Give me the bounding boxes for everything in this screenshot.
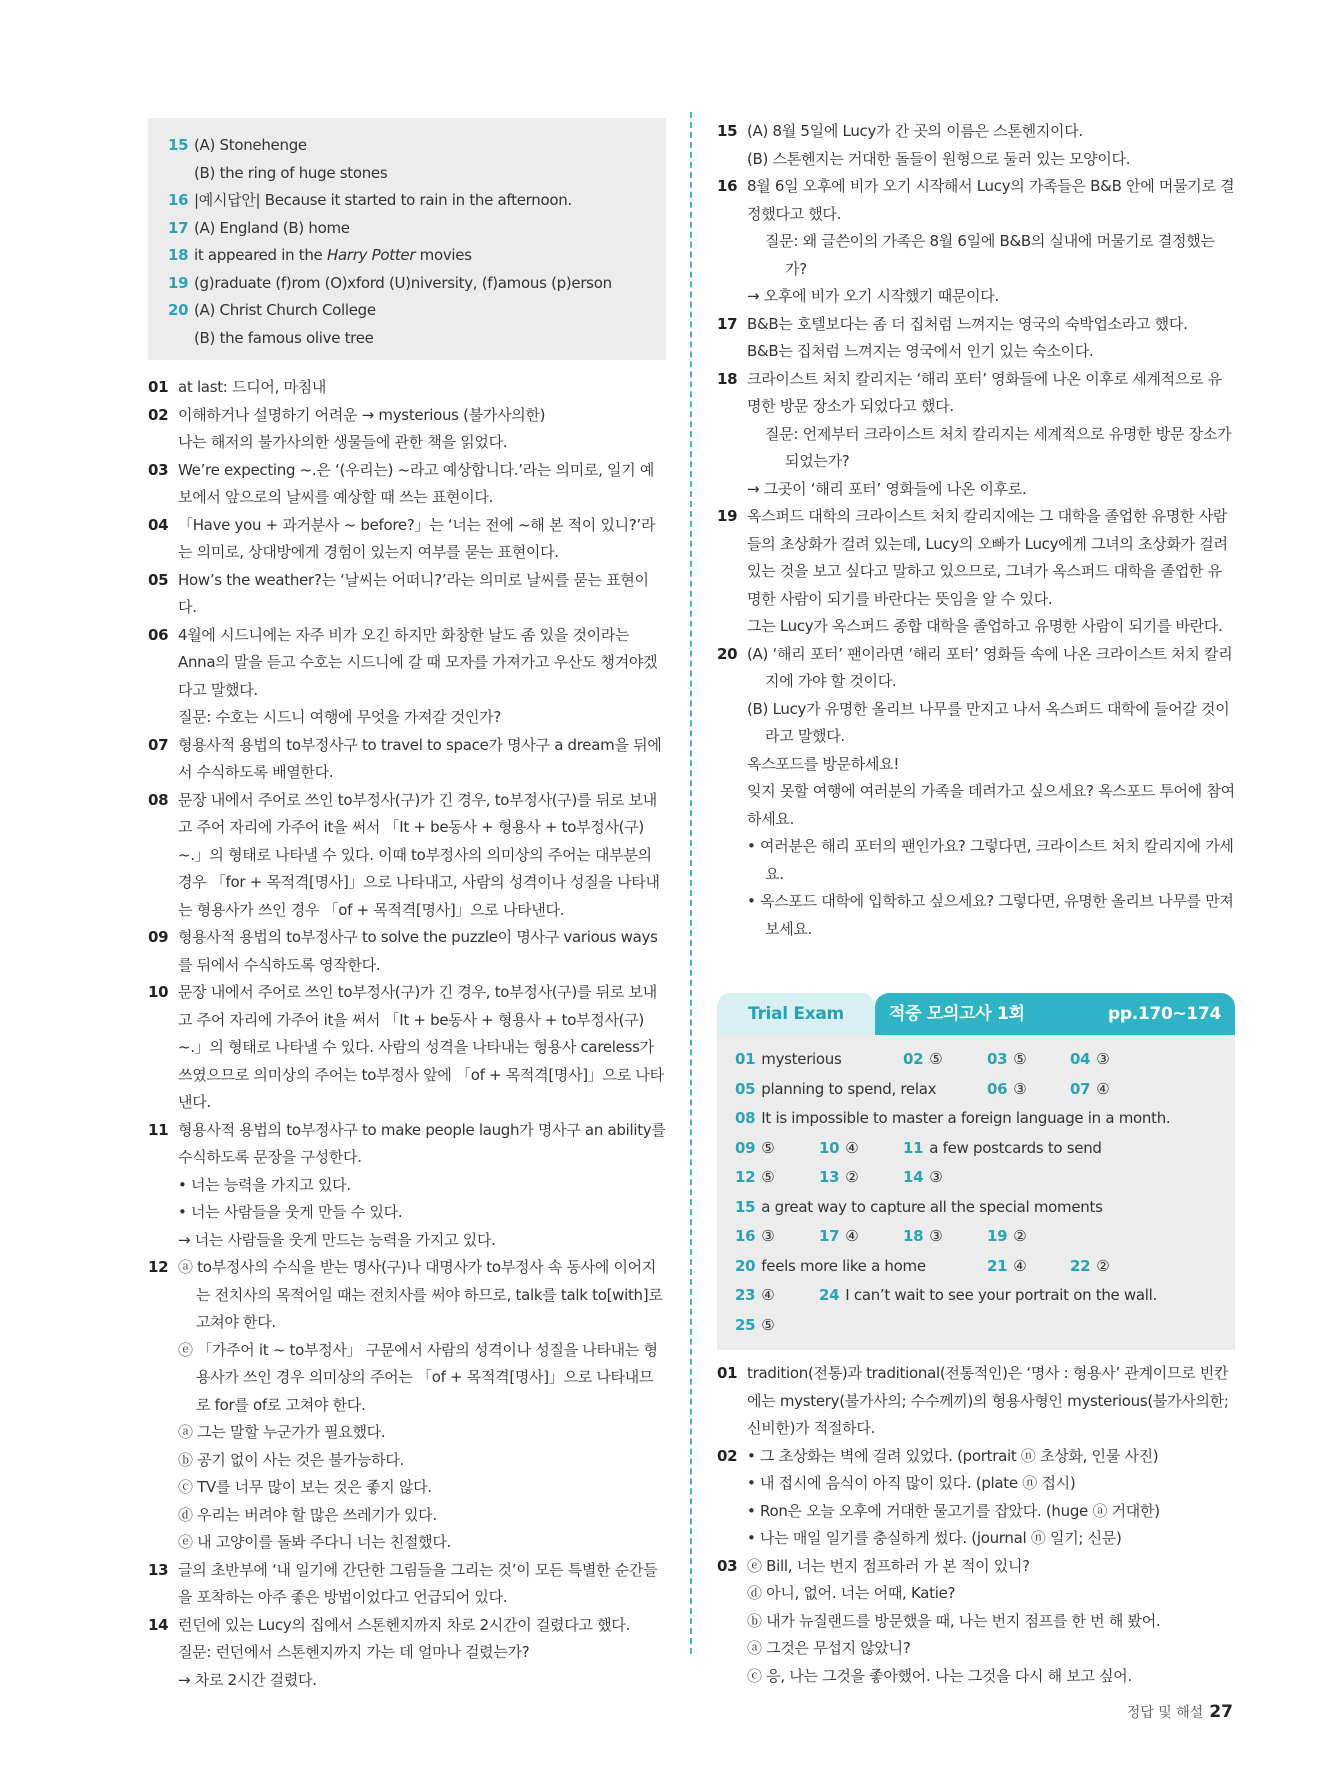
- trial-answer-number: 01: [735, 1050, 756, 1068]
- item-line: 4월에 시드니에는 자주 비가 오긴 하지만 화창한 날도 좀 있을 것이라는 Anna의 말을 듣고 수호는 시드니에 갈 때 모자를 가져가고 우산도 챙겨야겠다고 말했다.: [178, 625, 658, 699]
- item-number: 17: [717, 314, 738, 333]
- item-line: ⓐ 그것은 무섭지 않았니?: [747, 1639, 911, 1657]
- explanation-item: [148, 622, 666, 732]
- trial-answer: [735, 1104, 1170, 1134]
- item-line: We’re expecting ~.은 ‘(우리는) ~라고 예상합니다.’라는 의미로, 일기 예보에서 앞으로의 날씨를 예상할 때 쓰는 표현이다.: [178, 460, 655, 506]
- trial-answer-text: ④: [1096, 1079, 1110, 1098]
- explanation-item: [148, 402, 666, 457]
- explanation-item: [717, 173, 1235, 311]
- item-number: 11: [148, 1120, 169, 1139]
- trial-answer-row: [735, 1045, 1221, 1075]
- trial-answer: [735, 1134, 774, 1164]
- trial-answer-text: ③: [929, 1168, 943, 1186]
- trial-answer: [735, 1193, 1103, 1223]
- trial-answer-number: 22: [1070, 1256, 1091, 1275]
- trial-answer-number: 09: [735, 1138, 756, 1157]
- item-body: [178, 1117, 666, 1255]
- trial-answer-number: 08: [735, 1109, 756, 1127]
- trial-answer-text: ⑤: [761, 1138, 775, 1157]
- trial-exam-title: 적중 모의고사 1회: [889, 1004, 1025, 1024]
- answer-line: [168, 242, 646, 270]
- trial-answer-number: 19: [987, 1227, 1008, 1245]
- item-line: ⓔ Bill, 너는 번지 점프하러 가 본 적이 있니?: [747, 1556, 1030, 1575]
- item-line: → 차로 2시간 걸렸다.: [178, 1670, 317, 1689]
- trial-answer-text: planning to spend, relax: [761, 1079, 937, 1098]
- item-line: → 오후에 비가 오기 시작했기 때문이다.: [747, 287, 999, 305]
- item-line: 문장 내에서 주어로 쓰인 to부정사(구)가 긴 경우, to부정사(구)를 뒤로 보내고 주어 자리에 가주어 it을 써서 「It + be동사 + 형용사 + to부정사(구) ~.」의 형태로 나타낼 수 있다. 사람의 성격을 나타내는 형용사 careless가 쓰였으므로 의미상의 주어는 to부정사 앞에 「of + 목적격[명사]」으로 나타낸다.: [178, 983, 664, 1111]
- answer-text: (A) Christ Church College: [194, 301, 376, 319]
- item-body: [178, 402, 666, 457]
- trial-answer-row: [735, 1311, 1221, 1341]
- page-footer: [1127, 1702, 1233, 1722]
- item-line: 나는 해저의 불가사의한 생물들에 관한 책을 읽었다.: [178, 433, 508, 451]
- trial-answer-number: 04: [1070, 1050, 1091, 1068]
- item-body: [747, 503, 1235, 641]
- explanation-item: [148, 567, 666, 622]
- item-line: → 그곳이 ‘해리 포터’ 영화들에 나온 이후로.: [747, 479, 1027, 498]
- trial-answer-number: 16: [735, 1227, 756, 1245]
- item-number: 03: [717, 1556, 738, 1575]
- trial-answer: [987, 1222, 1026, 1252]
- page-number: 27: [1209, 1702, 1233, 1722]
- item-number: 16: [717, 177, 738, 195]
- item-number: 04: [148, 515, 169, 534]
- item-line: at last: 드디어, 마침내: [178, 378, 327, 396]
- trial-answer-number: 03: [987, 1050, 1008, 1068]
- explanation-item: [148, 1254, 666, 1557]
- trial-answer-number: 24: [819, 1286, 840, 1304]
- item-number: 03: [148, 460, 169, 479]
- trial-answer-text: ③: [1096, 1050, 1110, 1068]
- item-body: [178, 979, 666, 1117]
- trial-explanations: [717, 1360, 1235, 1690]
- item-body: [747, 1553, 1235, 1691]
- item-number: 07: [148, 735, 169, 754]
- item-number: 19: [717, 507, 738, 525]
- answer-text: (A) England (B) home: [194, 218, 350, 237]
- item-line: • 내 접시에 음식이 아직 많이 있다. (plate ⓝ 접시): [747, 1474, 1076, 1492]
- item-line: 이해하거나 설명하기 어려운 → mysterious (불가사의한): [178, 405, 546, 424]
- trial-answer-text: ②: [1013, 1227, 1027, 1245]
- trial-answer-number: 12: [735, 1168, 756, 1186]
- item-number: 20: [717, 644, 738, 663]
- column-divider: [690, 112, 692, 1654]
- trial-answer: [903, 1163, 942, 1193]
- explanation-item: [717, 1443, 1235, 1553]
- item-line: • 옥스포드 대학에 입학하고 싶으세요? 그렇다면, 유명한 올리브 나무를 만져 보세요.: [747, 892, 1234, 938]
- item-line: ⓔ 내 고양이를 돌봐 주다니 너는 친절했다.: [178, 1533, 452, 1551]
- trial-answer-text: ⑤: [1013, 1050, 1027, 1068]
- trial-answer-text: ④: [761, 1286, 775, 1304]
- right-explanations: [717, 118, 1235, 943]
- item-body: [747, 366, 1235, 504]
- explanation-item: [148, 924, 666, 979]
- item-line: 글의 초반부에 ‘내 일기에 간단한 그림들을 그리는 것’이 모든 특별한 순간들을 포착하는 아주 좋은 방법이었다고 언급되어 있다.: [178, 1560, 658, 1606]
- trial-answer: [903, 1134, 1102, 1164]
- item-body: [178, 512, 666, 567]
- explanation-item: [717, 1360, 1235, 1443]
- trial-exam-box: [717, 993, 1235, 1350]
- item-line: 질문: 언제부터 크라이스트 처치 칼리지는 세계적으로 유명한 방문 장소가 되었는가?: [765, 424, 1232, 470]
- answer-number: 18: [168, 246, 189, 264]
- trial-answer-text: ③: [929, 1227, 943, 1245]
- item-line: 「Have you + 과거분사 ~ before?」는 ‘너는 전에 ~해 본 적이 있니?’라는 의미로, 상대방에게 경험이 있는지 여부를 묻는 표현이다.: [178, 515, 656, 561]
- item-number: 10: [148, 983, 169, 1001]
- item-line: 그는 Lucy가 옥스퍼드 종합 대학을 졸업하고 유명한 사람이 되기를 바란다.: [747, 617, 1223, 635]
- item-line: • 너는 능력을 가지고 있다.: [178, 1175, 351, 1194]
- trial-answer-number: 06: [987, 1079, 1008, 1098]
- trial-exam-title-bar: [875, 993, 1235, 1035]
- item-number: 05: [148, 570, 169, 589]
- trial-answer: [1070, 1045, 1109, 1075]
- trial-answer: [903, 1222, 942, 1252]
- trial-answer-text: ②: [845, 1168, 859, 1186]
- item-body: [178, 374, 666, 402]
- trial-answer-text: ④: [845, 1227, 859, 1245]
- item-line: 8월 6일 오후에 비가 오기 시작해서 Lucy의 가족들은 B&B 안에 머물기로 결정했다고 했다.: [747, 177, 1235, 223]
- item-body: [178, 622, 666, 732]
- item-line: ⓒ TV를 너무 많이 보는 것은 좋지 않다.: [178, 1478, 432, 1496]
- item-line: → 너는 사람들을 웃게 만드는 능력을 가지고 있다.: [178, 1230, 496, 1249]
- item-number: 14: [148, 1615, 169, 1634]
- trial-exam-answers: [717, 1035, 1235, 1350]
- item-line: 옥스퍼드 대학의 크라이스트 처치 칼리지에는 그 대학을 졸업한 유명한 사람들의 초상화가 걸려 있는데, Lucy의 오빠가 Lucy에게 그녀의 초상화가 걸려 있는 것을 보고 싶다고 말하고 있으므로, 그녀가 옥스퍼드 대학을 졸업한 유명한 사람이 되기를 바란다는 뜻임을 알 수 있다.: [747, 507, 1228, 608]
- explanation-item: [148, 457, 666, 512]
- trial-answer: [987, 1252, 1026, 1282]
- trial-exam-tab: Trial Exam: [717, 993, 875, 1035]
- trial-answer-text: ②: [1096, 1256, 1110, 1275]
- left-explanations: [148, 374, 666, 1694]
- explanation-item: [148, 512, 666, 567]
- trial-answer: [819, 1134, 858, 1164]
- trial-answer-number: 20: [735, 1256, 756, 1275]
- item-line: 형용사적 용법의 to부정사구 to travel to space가 명사구 a dream을 뒤에서 수식하도록 배열한다.: [178, 735, 662, 781]
- explanation-item: [148, 1117, 666, 1255]
- item-body: [747, 1360, 1235, 1443]
- trial-answer: [735, 1045, 842, 1075]
- answer-text: it appeared in the Harry Potter movies: [194, 246, 472, 264]
- explanation-item: [717, 366, 1235, 504]
- trial-answer-text: ⑤: [761, 1168, 775, 1186]
- trial-answer-text: a great way to capture all the special moments: [761, 1197, 1103, 1216]
- left-column: [148, 118, 666, 1694]
- item-line: • 너는 사람들을 웃게 만들 수 있다.: [178, 1203, 403, 1221]
- trial-answer-number: 02: [903, 1050, 924, 1068]
- item-line: B&B는 집처럼 느껴지는 영국에서 인기 있는 숙소이다.: [747, 342, 1094, 360]
- item-line: 질문: 수호는 시드니 여행에 무엇을 가져갈 것인가?: [178, 708, 502, 726]
- trial-answer-number: 17: [819, 1227, 840, 1245]
- answer-line: [168, 325, 646, 353]
- item-body: [178, 787, 666, 925]
- item-line: 옥스포드를 방문하세요!: [747, 754, 900, 773]
- explanation-item: [148, 979, 666, 1117]
- item-line: 형용사적 용법의 to부정사구 to solve the puzzle이 명사구 various ways를 뒤에서 수식하도록 영작한다.: [178, 928, 658, 974]
- item-line: (A) ‘해리 포터’ 팬이라면 ‘해리 포터’ 영화들 속에 나온 크라이스트 처치 칼리지에 가야 할 것이다.: [747, 644, 1233, 690]
- trial-answer-number: 11: [903, 1138, 924, 1157]
- explanation-item: [148, 1612, 666, 1695]
- trial-answer: [735, 1075, 936, 1105]
- item-line: • 여러분은 해리 포터의 팬인가요? 그렇다면, 크라이스트 처치 칼리지에 가세요.: [747, 837, 1234, 883]
- trial-answer-text: a few postcards to send: [929, 1138, 1102, 1157]
- trial-answer: [1070, 1252, 1109, 1282]
- answer-text: |예시답안| Because it started to rain in the afternoon.: [194, 191, 572, 209]
- item-line: 잊지 못할 여행에 여러분의 가족을 데려가고 싶으세요? 옥스포드 투어에 참여하세요.: [747, 782, 1235, 828]
- item-line: ⓒ 응, 나는 그것을 좋아했어. 나는 그것을 다시 해 보고 싶어.: [747, 1666, 1132, 1685]
- item-body: [747, 118, 1235, 173]
- explanation-item: [148, 374, 666, 402]
- trial-answer: [735, 1252, 926, 1282]
- trial-exam-pages: pp.170~174: [1107, 1004, 1221, 1024]
- trial-answer-number: 23: [735, 1286, 756, 1304]
- answer-number: 17: [168, 218, 189, 237]
- trial-answer-row: [735, 1281, 1221, 1311]
- item-body: [178, 732, 666, 787]
- item-line: tradition(전통)과 traditional(전통적인)은 ‘명사 : 형용사’ 관계이므로 빈칸에는 mystery(불가사의; 수수께끼)의 형용사형인 mysterious(불가사의한; 신비한)가 적절하다.: [747, 1364, 1229, 1437]
- item-body: [178, 567, 666, 622]
- trial-answer-row: [735, 1252, 1221, 1282]
- trial-exam-header: [717, 993, 1235, 1035]
- item-line: 형용사적 용법의 to부정사구 to make people laugh가 명사구 an ability를 수식하도록 문장을 구성한다.: [178, 1120, 666, 1166]
- trial-answer-row: [735, 1104, 1221, 1134]
- answer-text: (B) the famous olive tree: [194, 328, 374, 347]
- footer-label: 정답 및 해설: [1126, 1705, 1204, 1721]
- item-body: [747, 173, 1235, 311]
- item-number: 08: [148, 790, 169, 809]
- item-number: 18: [717, 369, 738, 388]
- trial-answer-row: [735, 1075, 1221, 1105]
- trial-answer: [987, 1045, 1026, 1075]
- item-line: (A) 8월 5일에 Lucy가 간 곳의 이름은 스톤헨지이다.: [747, 122, 1083, 140]
- trial-answer-text: ⑤: [761, 1315, 775, 1334]
- item-line: (B) 스톤헨지는 거대한 돌들이 원형으로 둘러 있는 모양이다.: [747, 149, 1131, 168]
- item-line: (B) Lucy가 유명한 올리브 나무를 만지고 나서 옥스퍼드 대학에 들어갈 것이라고 말했다.: [747, 699, 1230, 745]
- item-number: 02: [148, 405, 169, 424]
- answer-line: [168, 160, 646, 188]
- explanation-item: [717, 118, 1235, 173]
- item-body: [178, 457, 666, 512]
- right-column: [717, 118, 1235, 1690]
- explanation-item: [148, 787, 666, 925]
- item-line: 질문: 런던에서 스톤헨지까지 가는 데 얼마나 걸렸는가?: [178, 1643, 530, 1661]
- item-line: ⓔ 「가주어 it ~ to부정사」 구문에서 사람의 성격이나 성질을 나타내는 형용사가 쓰인 경우 의미상의 주어는 「of + 목적격[명사]」으로 나타내므로 for를 of로 고쳐야 한다.: [178, 1340, 658, 1414]
- item-number: 15: [717, 122, 738, 140]
- trial-answer-number: 07: [1070, 1079, 1091, 1098]
- trial-answer-text: ③: [761, 1227, 775, 1245]
- item-body: [747, 311, 1235, 366]
- item-number: 01: [717, 1364, 738, 1382]
- trial-answer-text: It is impossible to master a foreign language in a month.: [761, 1109, 1171, 1127]
- answer-text: (B) the ring of huge stones: [194, 163, 388, 182]
- answer-line: [168, 215, 646, 243]
- item-line: ⓑ 내가 뉴질랜드를 방문했을 때, 나는 번지 점프를 한 번 해 봤어.: [747, 1611, 1161, 1630]
- explanation-item: [717, 641, 1235, 944]
- answer-number: 19: [168, 273, 189, 292]
- trial-answer: [903, 1045, 942, 1075]
- trial-answer: [819, 1163, 858, 1193]
- item-line: 질문: 왜 글쓴이의 가족은 8월 6일에 B&B의 실내에 머물기로 결정했는가?: [765, 232, 1215, 278]
- answer-number: 16: [168, 191, 189, 209]
- answer-number: 15: [168, 136, 189, 154]
- item-line: • 나는 매일 일기를 충실하게 썼다. (journal ⓝ 일기; 신문): [747, 1529, 1122, 1547]
- item-line: 문장 내에서 주어로 쓰인 to부정사(구)가 긴 경우, to부정사(구)를 뒤로 보내고 주어 자리에 가주어 it을 써서 「It + be동사 + 형용사 + to부정사(구) ~.」의 형태로 나타낼 수 있다. 이때 to부정사의 의미상의 주어는 대부분의 경우 「for + 목적격[명사]」으로 나타내고, 사람의 성격이나 성질을 나타내는 형용사가 쓰인 경우 「of + 목적격[명사]」으로 나타낸다.: [178, 790, 660, 919]
- trial-answer-number: 18: [903, 1227, 924, 1245]
- trial-answer: [735, 1311, 774, 1341]
- trial-answer-row: [735, 1163, 1221, 1193]
- trial-answer-number: 13: [819, 1168, 840, 1186]
- trial-answer-number: 05: [735, 1079, 756, 1098]
- item-number: 06: [148, 625, 169, 644]
- item-number: 09: [148, 928, 169, 946]
- trial-answer-row: [735, 1222, 1221, 1252]
- answer-line: [168, 187, 646, 215]
- item-body: [178, 1254, 666, 1557]
- item-line: ⓓ 아니, 없어. 너는 어때, Katie?: [747, 1584, 956, 1602]
- item-line: ⓓ 우리는 버려야 할 많은 쓰레기가 있다.: [178, 1505, 437, 1524]
- item-number: 12: [148, 1258, 169, 1276]
- trial-answer: [987, 1075, 1026, 1105]
- trial-answer-text: I can’t wait to see your portrait on the wall.: [845, 1286, 1157, 1304]
- item-body: [747, 641, 1235, 944]
- trial-answer-number: 21: [987, 1256, 1008, 1275]
- item-number: 02: [717, 1446, 738, 1465]
- item-line: ⓐ to부정사의 수식을 받는 명사(구)나 대명사가 to부정사 속 동사에 이어지는 전치사의 목적어일 때는 전치사를 써야 하므로, talk를 talk to[with]로 고쳐야 한다.: [178, 1258, 663, 1331]
- item-number: 13: [148, 1560, 169, 1579]
- trial-answer-text: ③: [1013, 1079, 1027, 1098]
- item-body: [178, 1557, 666, 1612]
- trial-answer: [819, 1222, 858, 1252]
- item-line: 크라이스트 처치 칼리지는 ‘해리 포터’ 영화들에 나온 이후로 세계적으로 유명한 방문 장소가 되었다고 했다.: [747, 369, 1222, 415]
- item-line: 런던에 있는 Lucy의 집에서 스톤헨지까지 차로 2시간이 걸렸다고 했다.: [178, 1615, 630, 1634]
- answer-text: (g)raduate (f)rom (O)xford (U)niversity, (f)amous (p)erson: [194, 273, 612, 292]
- trial-answer-text: ④: [845, 1138, 859, 1157]
- trial-answer: [735, 1163, 774, 1193]
- trial-answer: [1070, 1075, 1109, 1105]
- trial-answer-row: [735, 1193, 1221, 1223]
- answers-box: [148, 118, 666, 360]
- trial-answer-number: 25: [735, 1315, 756, 1334]
- item-line: ⓐ 그는 말할 누군가가 필요했다.: [178, 1423, 386, 1441]
- trial-answer-number: 10: [819, 1138, 840, 1157]
- trial-answer: [819, 1281, 1157, 1311]
- answer-line: [168, 132, 646, 160]
- answer-line: [168, 297, 646, 325]
- trial-answer-text: feels more like a home: [761, 1256, 926, 1275]
- trial-answer-number: 15: [735, 1197, 756, 1216]
- trial-answer: [735, 1222, 774, 1252]
- trial-answer-row: [735, 1134, 1221, 1164]
- trial-answer-text: ⑤: [929, 1050, 943, 1068]
- explanation-item: [717, 503, 1235, 641]
- explanation-item: [148, 732, 666, 787]
- item-line: How’s the weather?는 ‘날씨는 어떠니?’라는 의미로 날씨를 묻는 표현이다.: [178, 570, 649, 616]
- item-line: • Ron은 오늘 오후에 거대한 물고기를 잡았다. (huge ⓐ 거대한): [747, 1501, 1160, 1520]
- trial-answer-number: 14: [903, 1168, 924, 1186]
- item-body: [747, 1443, 1235, 1553]
- item-body: [178, 1612, 666, 1695]
- answer-number: 20: [168, 301, 189, 319]
- trial-answer: [735, 1281, 774, 1311]
- answer-text: (A) Stonehenge: [194, 136, 307, 154]
- explanation-item: [148, 1557, 666, 1612]
- explanation-item: [717, 1553, 1235, 1691]
- item-line: ⓑ 공기 없이 사는 것은 불가능하다.: [178, 1450, 404, 1469]
- item-line: • 그 초상화는 벽에 걸려 있었다. (portrait ⓝ 초상화, 인물 사진): [747, 1446, 1159, 1465]
- item-body: [178, 924, 666, 979]
- explanation-item: [717, 311, 1235, 366]
- item-line: B&B는 호텔보다는 좀 더 집처럼 느껴지는 영국의 숙박업소라고 했다.: [747, 314, 1188, 333]
- item-number: 01: [148, 378, 169, 396]
- trial-answer-text: mysterious: [761, 1050, 842, 1068]
- trial-answer-text: ④: [1013, 1256, 1027, 1275]
- answer-line: [168, 270, 646, 298]
